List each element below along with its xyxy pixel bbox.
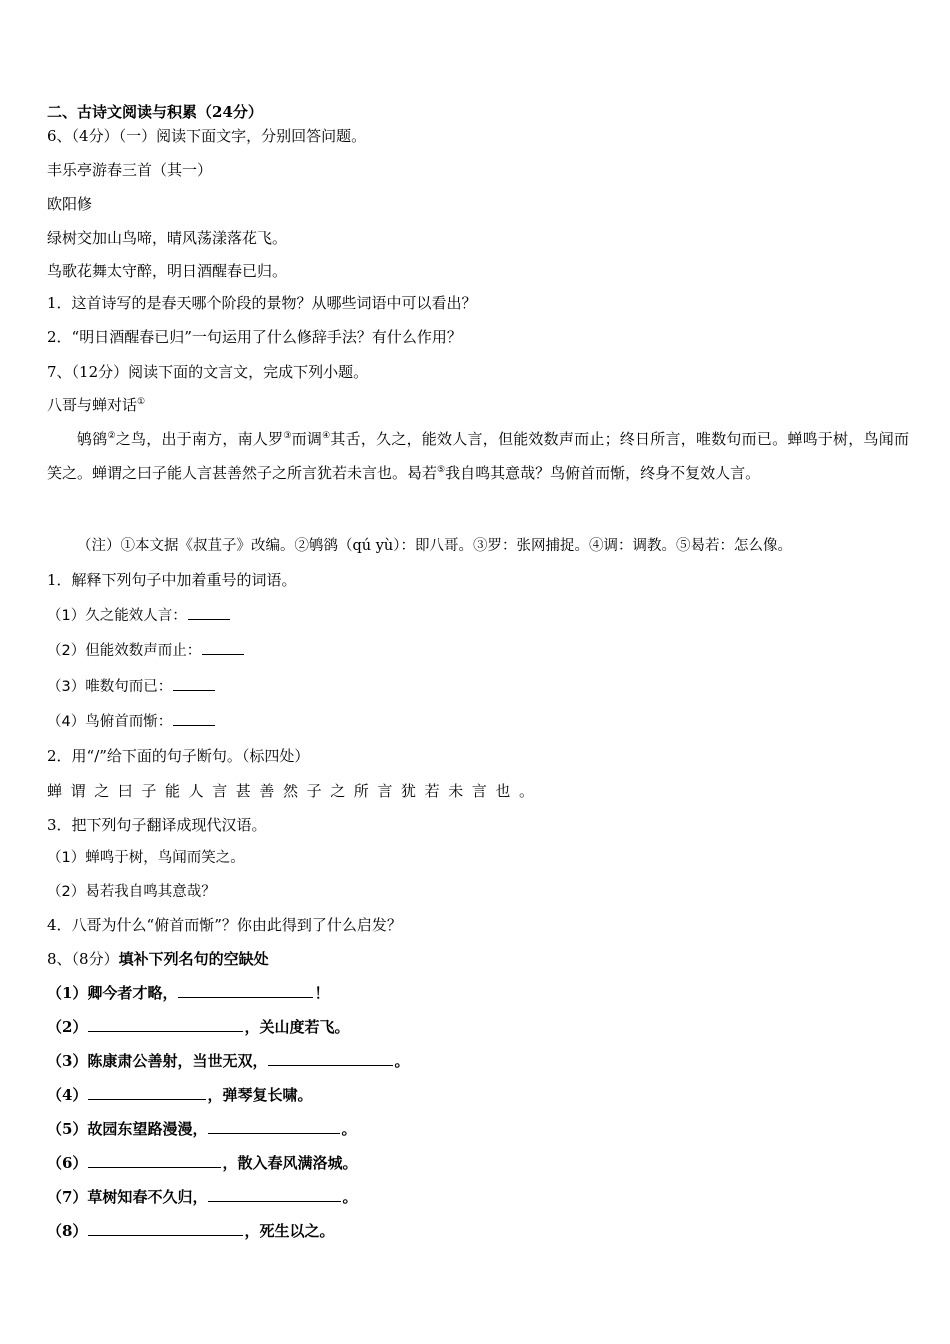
footnote-mark-3: ③ <box>283 431 292 441</box>
fill-item-5 <box>47 1119 356 1139</box>
poem-line-1: 绿树交加山鸟啼，晴风荡漾落花飞。 <box>47 229 288 247</box>
fill-item-3 <box>47 1051 409 1071</box>
answer-blank[interactable] <box>208 1187 341 1202</box>
fill-item-6 <box>47 1153 357 1173</box>
q7-s1-item-text: （2）但能效数声而止： <box>47 643 202 659</box>
q7-s1-item-text: （3）唯数句而已： <box>47 679 173 695</box>
answer-blank[interactable] <box>88 1153 221 1168</box>
answer-blank[interactable] <box>208 1119 340 1134</box>
passage-text-1: 鸲鹆 <box>77 430 108 448</box>
answer-blank[interactable] <box>188 605 230 620</box>
q7-s3-item-1: （1）蝉鸣于树，鸟闻而笑之。 <box>47 850 245 866</box>
fill-item-post: ，弹琴复长啸。 <box>207 1086 313 1104</box>
answer-blank[interactable] <box>88 1221 243 1236</box>
answer-blank[interactable] <box>178 983 313 998</box>
q8-header-instruction: 填补下列名句的空缺处 <box>118 950 269 968</box>
fill-item-post: 。 <box>341 1120 357 1138</box>
passage-text-4: 其舌，久之，能效人言，但能效数声而止；终日所言，唯数句而已。蝉鸣于树，鸟闻而笑之。蝉谓之曰子能人言甚善然子之所言犹若未言也。曷若 <box>47 430 909 482</box>
fill-item-pre: （1）卿今者才略， <box>47 984 178 1002</box>
q6-subquestion-1: 1．这首诗写的是春天哪个阶段的景物？从哪些词语中可以看出？ <box>47 294 477 312</box>
q7-s1-item <box>47 640 245 661</box>
fill-item-post: 。 <box>342 1188 358 1206</box>
passage-title-text: 八哥与蝉对话 <box>47 396 138 414</box>
fill-item-4 <box>47 1085 312 1105</box>
q8-header-prefix: 8、（8分） <box>47 950 119 968</box>
fill-item-post: 。 <box>394 1052 410 1070</box>
fill-item-post: ！ <box>314 984 330 1002</box>
fill-item-pre: （6） <box>47 1154 88 1172</box>
answer-blank[interactable] <box>88 1085 206 1100</box>
q7-header: 7、（12分）阅读下面的文言文，完成下列小题。 <box>47 363 369 381</box>
classical-passage <box>47 422 909 490</box>
passage-title <box>47 395 145 415</box>
footnote-mark-5: ⑤ <box>437 465 446 475</box>
poem-line-2: 鸟歌花舞太守醉，明日酒醒春已归。 <box>47 262 288 280</box>
q7-s1-item-text: （1）久之能效人言： <box>47 608 187 624</box>
q7-s1-item <box>47 676 216 697</box>
answer-blank[interactable] <box>202 640 244 655</box>
answer-blank[interactable] <box>268 1051 393 1066</box>
q7-s2-sentence: 蝉谓之曰子能人言甚善然子之所言犹若未言也。 <box>47 782 543 800</box>
fill-item-post: ，死生以之。 <box>244 1222 335 1240</box>
fill-item-8 <box>47 1221 334 1241</box>
footnote-mark-2: ② <box>107 431 116 441</box>
fill-item-1 <box>47 983 329 1003</box>
q8-header <box>47 949 269 969</box>
answer-blank[interactable] <box>173 676 215 691</box>
passage-text-2: 之鸟，出于南方，南人罗 <box>115 430 284 448</box>
fill-item-post: ，散入春风满洛城。 <box>222 1154 358 1172</box>
q6-header: 6、（4分）（一）阅读下面文字，分别回答问题。 <box>47 127 367 145</box>
footnote-mark-4: ④ <box>322 431 331 441</box>
q6-subquestion-2: 2．“明日酒醒春已归”一句运用了什么修辞手法？有什么作用？ <box>47 328 462 346</box>
q7-s1-item-text: （4）鸟俯首而惭： <box>47 714 173 730</box>
q7-s3-item-2: （2）曷若我自鸣其意哉？ <box>47 884 216 900</box>
fill-item-pre: （2） <box>47 1018 88 1036</box>
fill-item-7 <box>47 1187 357 1207</box>
fill-item-pre: （3）陈康肃公善射，当世无双， <box>47 1052 268 1070</box>
q7-s1-header: 1．解释下列句子中加着重号的词语。 <box>47 571 297 589</box>
q7-s1-item <box>47 605 231 626</box>
q7-s2-header: 2．用“/”给下面的句子断句。（标四处） <box>47 747 310 765</box>
fill-item-2 <box>47 1017 349 1037</box>
q7-s4: 4．八哥为什么“俯首而惭”？你由此得到了什么启发？ <box>47 916 402 934</box>
footnote-mark-1: ① <box>137 397 146 407</box>
section-title: 二、古诗文阅读与积累（24分） <box>47 103 263 121</box>
poem-author: 欧阳修 <box>47 195 93 213</box>
poem-title: 丰乐亭游春三首（其一） <box>47 161 213 179</box>
fill-item-pre: （7）草树知春不久归， <box>47 1188 208 1206</box>
q7-s3-header: 3．把下列句子翻译成现代汉语。 <box>47 816 267 834</box>
fill-item-pre: （8） <box>47 1222 88 1240</box>
passage-text-3: 而调 <box>291 430 323 448</box>
passage-text-5: 我自鸣其意哉？鸟俯首而惭，终身不复效人言。 <box>445 464 761 482</box>
q7-s1-item <box>47 711 216 732</box>
fill-item-pre: （5）故园东望路漫漫， <box>47 1120 208 1138</box>
fill-item-pre: （4） <box>47 1086 88 1104</box>
fill-item-post: ，关山度若飞。 <box>244 1018 350 1036</box>
passage-notes: （注）①本文据《叔苴子》改编。②鸲鹆（qú yù）：即八哥。③罗：张网捕捉。④调：调教。⑤曷若：怎么像。 <box>77 538 793 554</box>
answer-blank[interactable] <box>173 711 215 726</box>
answer-blank[interactable] <box>88 1017 243 1032</box>
